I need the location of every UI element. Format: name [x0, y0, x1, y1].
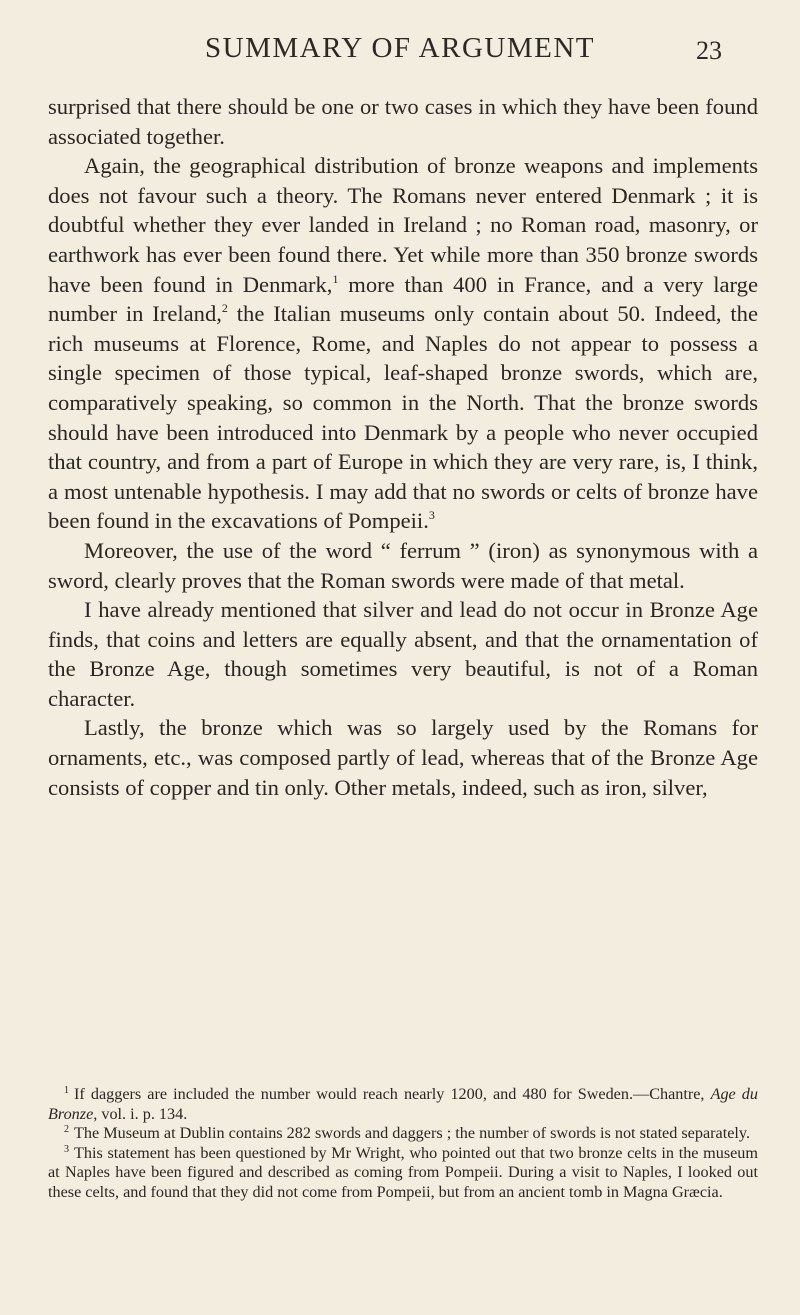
footnote-1-mark: 1	[64, 1085, 69, 1096]
footnote-3	[48, 1144, 758, 1203]
paragraph-3: Moreover, the use of the word “ ferrum ” (iron) as synonymous with a sword, clearly proves that the Roman swords were made of that metal.	[48, 537, 758, 593]
footnote-ref-3: 3	[428, 508, 435, 523]
page-number: 23	[696, 36, 722, 65]
paragraph-5: Lastly, the bronze which was so largely used by the Romans for ornaments, etc., was composed partly of lead, whereas that of the Bronze Age consists of copper and tin only. Other metals, indeed, such as iron, silver,	[48, 715, 758, 800]
footnote-3-mark: 3	[64, 1143, 69, 1155]
footnote-1	[48, 1085, 758, 1124]
running-title: SUMMARY OF ARGUMENT	[205, 32, 595, 64]
footnote-ref-1: 1	[332, 271, 339, 286]
footnote-2	[48, 1124, 758, 1144]
footnote-1-text-b: , vol. i. p. 134.	[93, 1104, 188, 1123]
main-text	[48, 92, 758, 802]
paragraph-4: I have already mentioned that silver and lead do not occur in Bronze Age finds, that coins and letters are equally absent, and that the ornamentation of the Bronze Age, though sometimes very beautiful, is not of a Roman character.	[48, 597, 758, 711]
running-head	[0, 30, 800, 70]
footnote-ref-2: 2	[221, 301, 228, 316]
paragraph-2-part-b: more than 400 in France, and a very large number in Ireland,	[48, 271, 758, 327]
footnote-3-text: This statement has been questioned by Mr Wright, who pointed out that two bronze celts in the museum at Naples have been figured and described as coming from Pompeii. During a visit to Naples, I looked out these celts, and found that they did not come from Pompeii, but from an ancient tomb in Magna Græcia.	[48, 1143, 758, 1201]
footnote-1-title: Age du Bronze	[48, 1085, 758, 1123]
footnote-2-text: The Museum at Dublin contains 282 swords and daggers ; the number of swords is not stated separately.	[74, 1124, 750, 1143]
footnotes	[48, 1085, 758, 1203]
paragraph-2	[48, 151, 758, 536]
footnote-2-mark: 2	[64, 1124, 69, 1136]
paragraph-2-part-a: Again, the geographical distribution of bronze weapons and implements does not favour such a theory. The Romans never entered Denmark ; it is doubtful whether they ever landed in Ireland ; no Roman road, masonry, or earthwork has ever been found there. Yet while more than 350 bronze swords have been found in Denmark,	[48, 153, 758, 297]
paragraph-1: surprised that there should be one or two cases in which they have been found associated together.	[48, 94, 758, 149]
footnote-1-text-a: If daggers are included the number would reach nearly 1200, and 480 for Sweden.—Chantre,	[74, 1085, 711, 1103]
paragraph-2-part-c: the Italian museums only contain about 50. Indeed, the rich museums at Florence, Rome, and Naples do not appear to possess a single specimen of those typical, leaf-shaped bronze swords, which are, comparatively speaking, so common in the North. That the bronze swords should have been introduced into Denmark by a people who never occupied that country, and from a part of Europe in which they are very rare, is, I think, a most untenable hypothesis. I may add that no swords or celts of bronze have been found in the excavations of Pompeii.	[48, 301, 758, 534]
